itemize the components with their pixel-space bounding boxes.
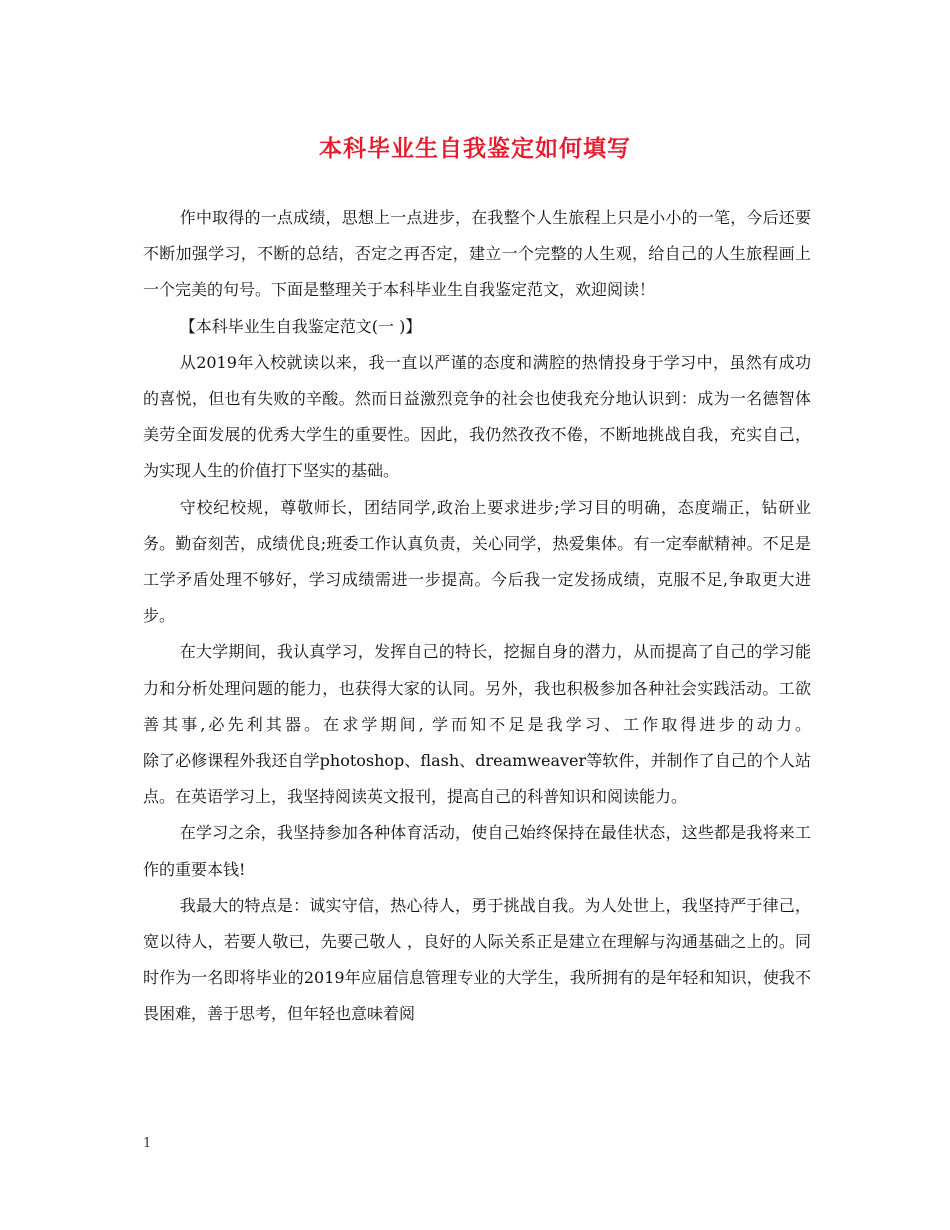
document-body [143, 200, 811, 1033]
body-paragraph: 我最大的特点是：诚实守信，热心待人，勇于挑战自我。为人处世上，我坚持严于律己，宽以待人，若要人敬已，先要己敬人 ，良好的人际关系正是建立在理解与沟通基础之上的。同时作为一名即将毕业的2019年应届信息管理专业的大学生，我所拥有的是年轻和知识，使我不畏困难，善于思考，但年轻也意味着阅 [143, 895, 811, 1024]
document-title: 本科毕业生自我鉴定如何填写 [319, 135, 631, 162]
body-paragraph: 守校纪校规，尊敬师长，团结同学,政治上要求进步;学习目的明确，态度端正，钻研业务。勤奋刻苦，成绩优良;班委工作认真负责，关心同学，热爱集体。有一定奉献精神。不足是工学矛盾处理不够好，学习成绩需进一步提高。今后我一定发扬成绩，克服不足,争取更大进步。 [143, 497, 811, 626]
page-number: 1 [143, 1136, 152, 1151]
intro-paragraph: 作中取得的一点成绩，思想上一点进步，在我整个人生旅程上只是小小的一笔，今后还要不断加强学习，不断的总结，否定之再否定，建立一个完整的人生观，给自己的人生旅程画上一个完美的句号。下面是整理关于本科毕业生自我鉴定范文，欢迎阅读！ [143, 208, 811, 300]
body-paragraph: 从2019年入校就读以来，我一直以严谨的态度和满腔的热情投身于学习中，虽然有成功的喜悦，但也有失败的辛酸。然而日益激烈竞争的社会也使我充分地认识到：成为一名德智体美劳全面发展的优秀大学生的重要性。因此，我仍然孜孜不倦，不断地挑战自我，充实自己，为实现人生的价值打下坚实的基础。 [143, 352, 811, 481]
section-heading: 【本科毕业生自我鉴定范文(一 )】 [179, 316, 422, 336]
body-paragraph: 在大学期间，我认真学习，发挥自己的特长，挖掘自身的潜力，从而提高了自己的学习能力和分析处理问题的能力，也获得大家的认同。另外，我也积极参加各种社会实践活动。工欲善其事,必先利其器。在求学期间, 学而知不足是我学习、工作取得进步的动力。 [143, 642, 811, 734]
body-paragraph: 在学习之余，我坚持参加各种体育活动，使自己始终保持在最佳状态，这些都是我将来工作的重要本钱! [143, 823, 811, 879]
body-paragraph: 除了必修课程外我还自学photoshop、flash、dreamweaver等软件，并制作了自己的个人站点。在英语学习上，我坚持阅读英文报刊，提高自己的科普知识和阅读能力。 [143, 751, 811, 807]
